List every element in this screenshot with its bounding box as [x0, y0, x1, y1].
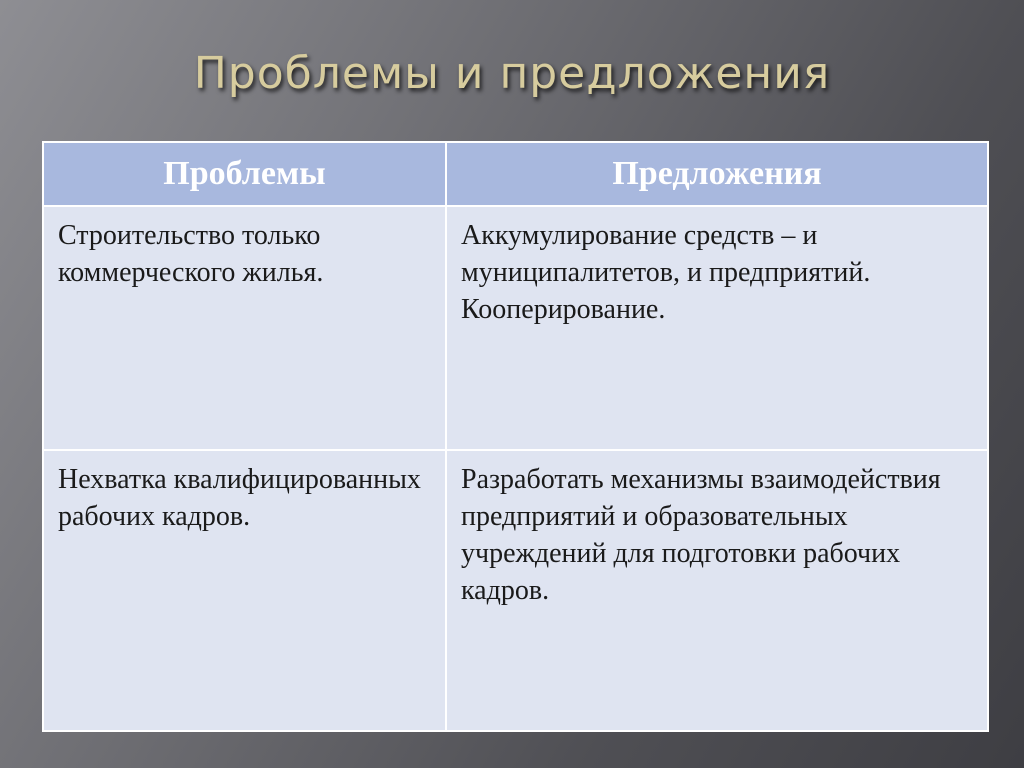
table-cell-proposal: Аккумулирование средств – и муниципалитетов, и предприятий. Кооперирование.: [446, 206, 988, 450]
header-proposals: Предложения: [446, 142, 988, 206]
table-cell-problem: Нехватка квалифицированных рабочих кадров.: [43, 450, 446, 731]
table-cell-proposal: Разработать механизмы взаимодействия предприятий и образовательных учреждений для подготовки рабочих кадров.: [446, 450, 988, 731]
table-row: [43, 450, 988, 731]
problems-proposals-table: [42, 141, 989, 732]
table-cell-problem: Строительство только коммерческого жилья.: [43, 206, 446, 450]
table: [42, 141, 989, 732]
table-header-row: [43, 142, 988, 206]
header-problems: Проблемы: [43, 142, 446, 206]
slide-title: Проблемы и предложения: [193, 48, 831, 99]
table-row: [43, 206, 988, 450]
